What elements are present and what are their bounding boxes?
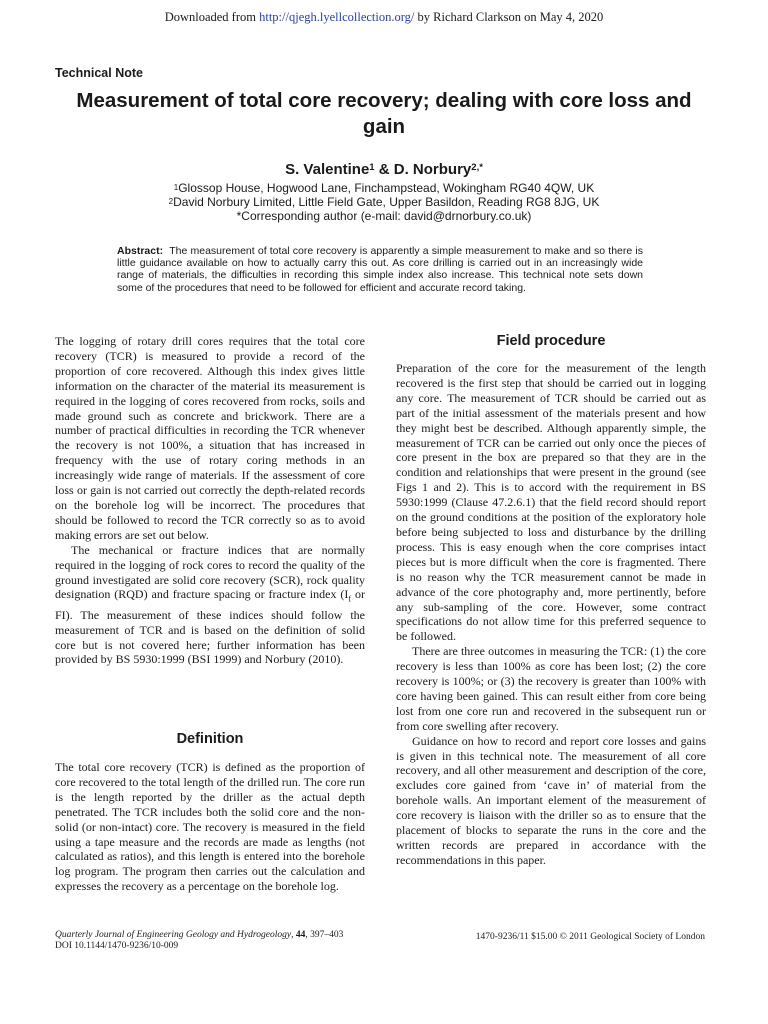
affiliation-2-sup: 2 <box>168 197 174 206</box>
column-left-top <box>55 334 365 667</box>
section-label: Technical Note <box>55 66 143 80</box>
field-paragraph-1: Preparation of the core for the measurement of the length recovered is the first step that should be carried out in logging any core. The measurement of TCR should be carried out as part of the initial assessment of the materials present and how they might best be described. Although apparently simple, the measurement of TCR can be carried out only once the pieces of core present in the box are prepared so that they are in the condition and relationships that were present in the ground (see Figs 1 and 2). This is to accord with the requirement in BS 5930:1999 (Clause 47.2.6.1) that the field record should report on the ground conditions at the position of the exploratory hole before being subjected to loss and disturbance by the drilling process. This is easy enough when the core comprises intact pieces but is more difficult when the core is fragmented. There is no reason why the TCR measurement cannot be made in advance of the core photography and, more pertinently, before any sub-sampling of the core. However, some contract specifications do not allow time for this preferred sequence to be followed. <box>396 361 706 644</box>
column-left-bottom <box>55 760 365 894</box>
intro-paragraph-2-a: The mechanical or fracture indices that are normally required in the logging of rock cores to record the quality of the ground investigated are solid core recovery (SCR), rock quality designation (RQD) and fracture spacing or fracture index (I <box>55 542 365 602</box>
author-1: S. Valentine <box>285 161 370 178</box>
affiliation-2 <box>0 195 768 209</box>
author-separator: & <box>374 161 394 178</box>
abstract <box>117 245 643 294</box>
download-suffix: by Richard Clarkson on May 4, 2020 <box>414 10 604 24</box>
affiliation-1 <box>0 181 768 195</box>
affiliation-1-sup: 1 <box>173 183 179 192</box>
affiliation-2-text: David Norbury Limited, Little Field Gate, Upper Basildon, Reading RG8 8JG, UK <box>173 195 600 209</box>
author-1-sup: 1 <box>369 162 375 173</box>
abstract-text: The measurement of total core recovery is apparently a simple measurement to make and so there is little guidance available on how to actually carry this out. As core drilling is carried out in an increasingly wide range of materials, the difficulties in recording this simple index also increase. This technical note sets down some of the procedures that need to be followed for efficient and accurate record taking. <box>117 245 643 294</box>
author-2-sup: 2,* <box>471 162 483 173</box>
download-link[interactable]: http://qjegh.lyellcollection.org/ <box>259 10 415 24</box>
author-2: D. Norbury <box>393 161 472 178</box>
affiliations <box>0 181 768 223</box>
definition-heading: Definition <box>176 731 244 747</box>
column-right <box>396 361 706 868</box>
footer-doi: DOI 10.1144/1470-9236/10-009 <box>55 940 179 951</box>
affiliation-1-text: Glossop House, Hogwood Lane, Finchampstead, Wokingham RG40 4QW, UK <box>178 181 595 195</box>
intro-paragraph-1: The logging of rotary drill cores requires that the total core recovery (TCR) is measured to provide a record of the proportion of core recovered. Although this index gives little information on the character of the material its measurement is required in the logging of cores recovered from rocks, soils and made ground such as concrete and brickwork. There are a number of practical difficulties in recording the TCR whenever the recovery is not 100%, a situation that has increased in frequency with the use of rotary coring methods in an increasingly wide range of materials. If the assessment of core loss or gain is not carried out correctly the depth-related records on the borehole log will be incorrect. The procedures that should be followed to record the TCR correctly so as to avoid making errors are set out below. <box>55 334 365 542</box>
footer-citation <box>55 930 395 951</box>
corresponding-author <box>0 209 768 223</box>
footer-journal-line: Quarterly Journal of Engineering Geology and Hydrogeology, 44, 397–403 <box>55 930 344 940</box>
field-procedure-heading: Field procedure <box>496 333 606 349</box>
corresponding-author-text: *Corresponding author (e-mail: david@drnorbury.co.uk) <box>236 209 532 223</box>
intro-paragraph-2-b: or FI). The measurement of these indices should follow the measurement of TCR and is based on the definition of solid core but is not covered here; further information has been provided by BS 5930:1999 (BSI 1999) and Norbury (2010). <box>55 587 365 667</box>
journal-pages: , 397–403 <box>305 930 344 940</box>
journal-volume: 44 <box>295 930 306 940</box>
fracture-index-subscript: f <box>348 594 352 604</box>
abstract-label: Abstract: <box>117 245 164 257</box>
field-paragraph-3: Guidance on how to record and report core losses and gains is given in this technical note. The measurement of all core recovery, and all other measurement and description of the core, excludes core gained from ‘cave in’ of material from the borehole walls. An important element of the measurement of core recovery is liaison with the driller so as to ensure that the placement of blocks to separate the runs in the core and the written records are prepared in accordance with the recommendations in this paper. <box>396 733 706 867</box>
definition-paragraph: The total core recovery (TCR) is defined as the proportion of core recovered to the total length of the drilled run. The core run is the length reported by the driller as the actual depth penetrated. The TCR includes both the solid core and the non-solid (or non-intact) core. The recovery is measured in the field using a tape measure and the records are made as lengths (not calculated as ratios), and this length is entered into the borehole log program. The program then carries out the calculation and expresses the recovery as a percentage on the borehole log. <box>55 760 365 894</box>
download-prefix: Downloaded from <box>164 10 260 24</box>
download-notice <box>0 9 768 25</box>
journal-name: Quarterly Journal of Engineering Geology and Hydrogeology <box>55 930 292 940</box>
page-title: Measurement of total core recovery; dealing with core loss and gain <box>76 89 692 138</box>
field-paragraph-2: There are three outcomes in measuring the TCR: (1) the core recovery is less than 100% as core has been lost; (2) the core recovery is 100%; or (3) the recovery is greater than 100% with core having been gained. This can result either from core being lost from one core run and recovered in the subsequent run or from core swelling after recovery. <box>396 644 706 733</box>
author-line <box>0 160 768 180</box>
intro-paragraph-2 <box>55 543 365 668</box>
footer-copyright: 1470-9236/11 $15.00 © 2011 Geological Society of London <box>475 932 705 942</box>
